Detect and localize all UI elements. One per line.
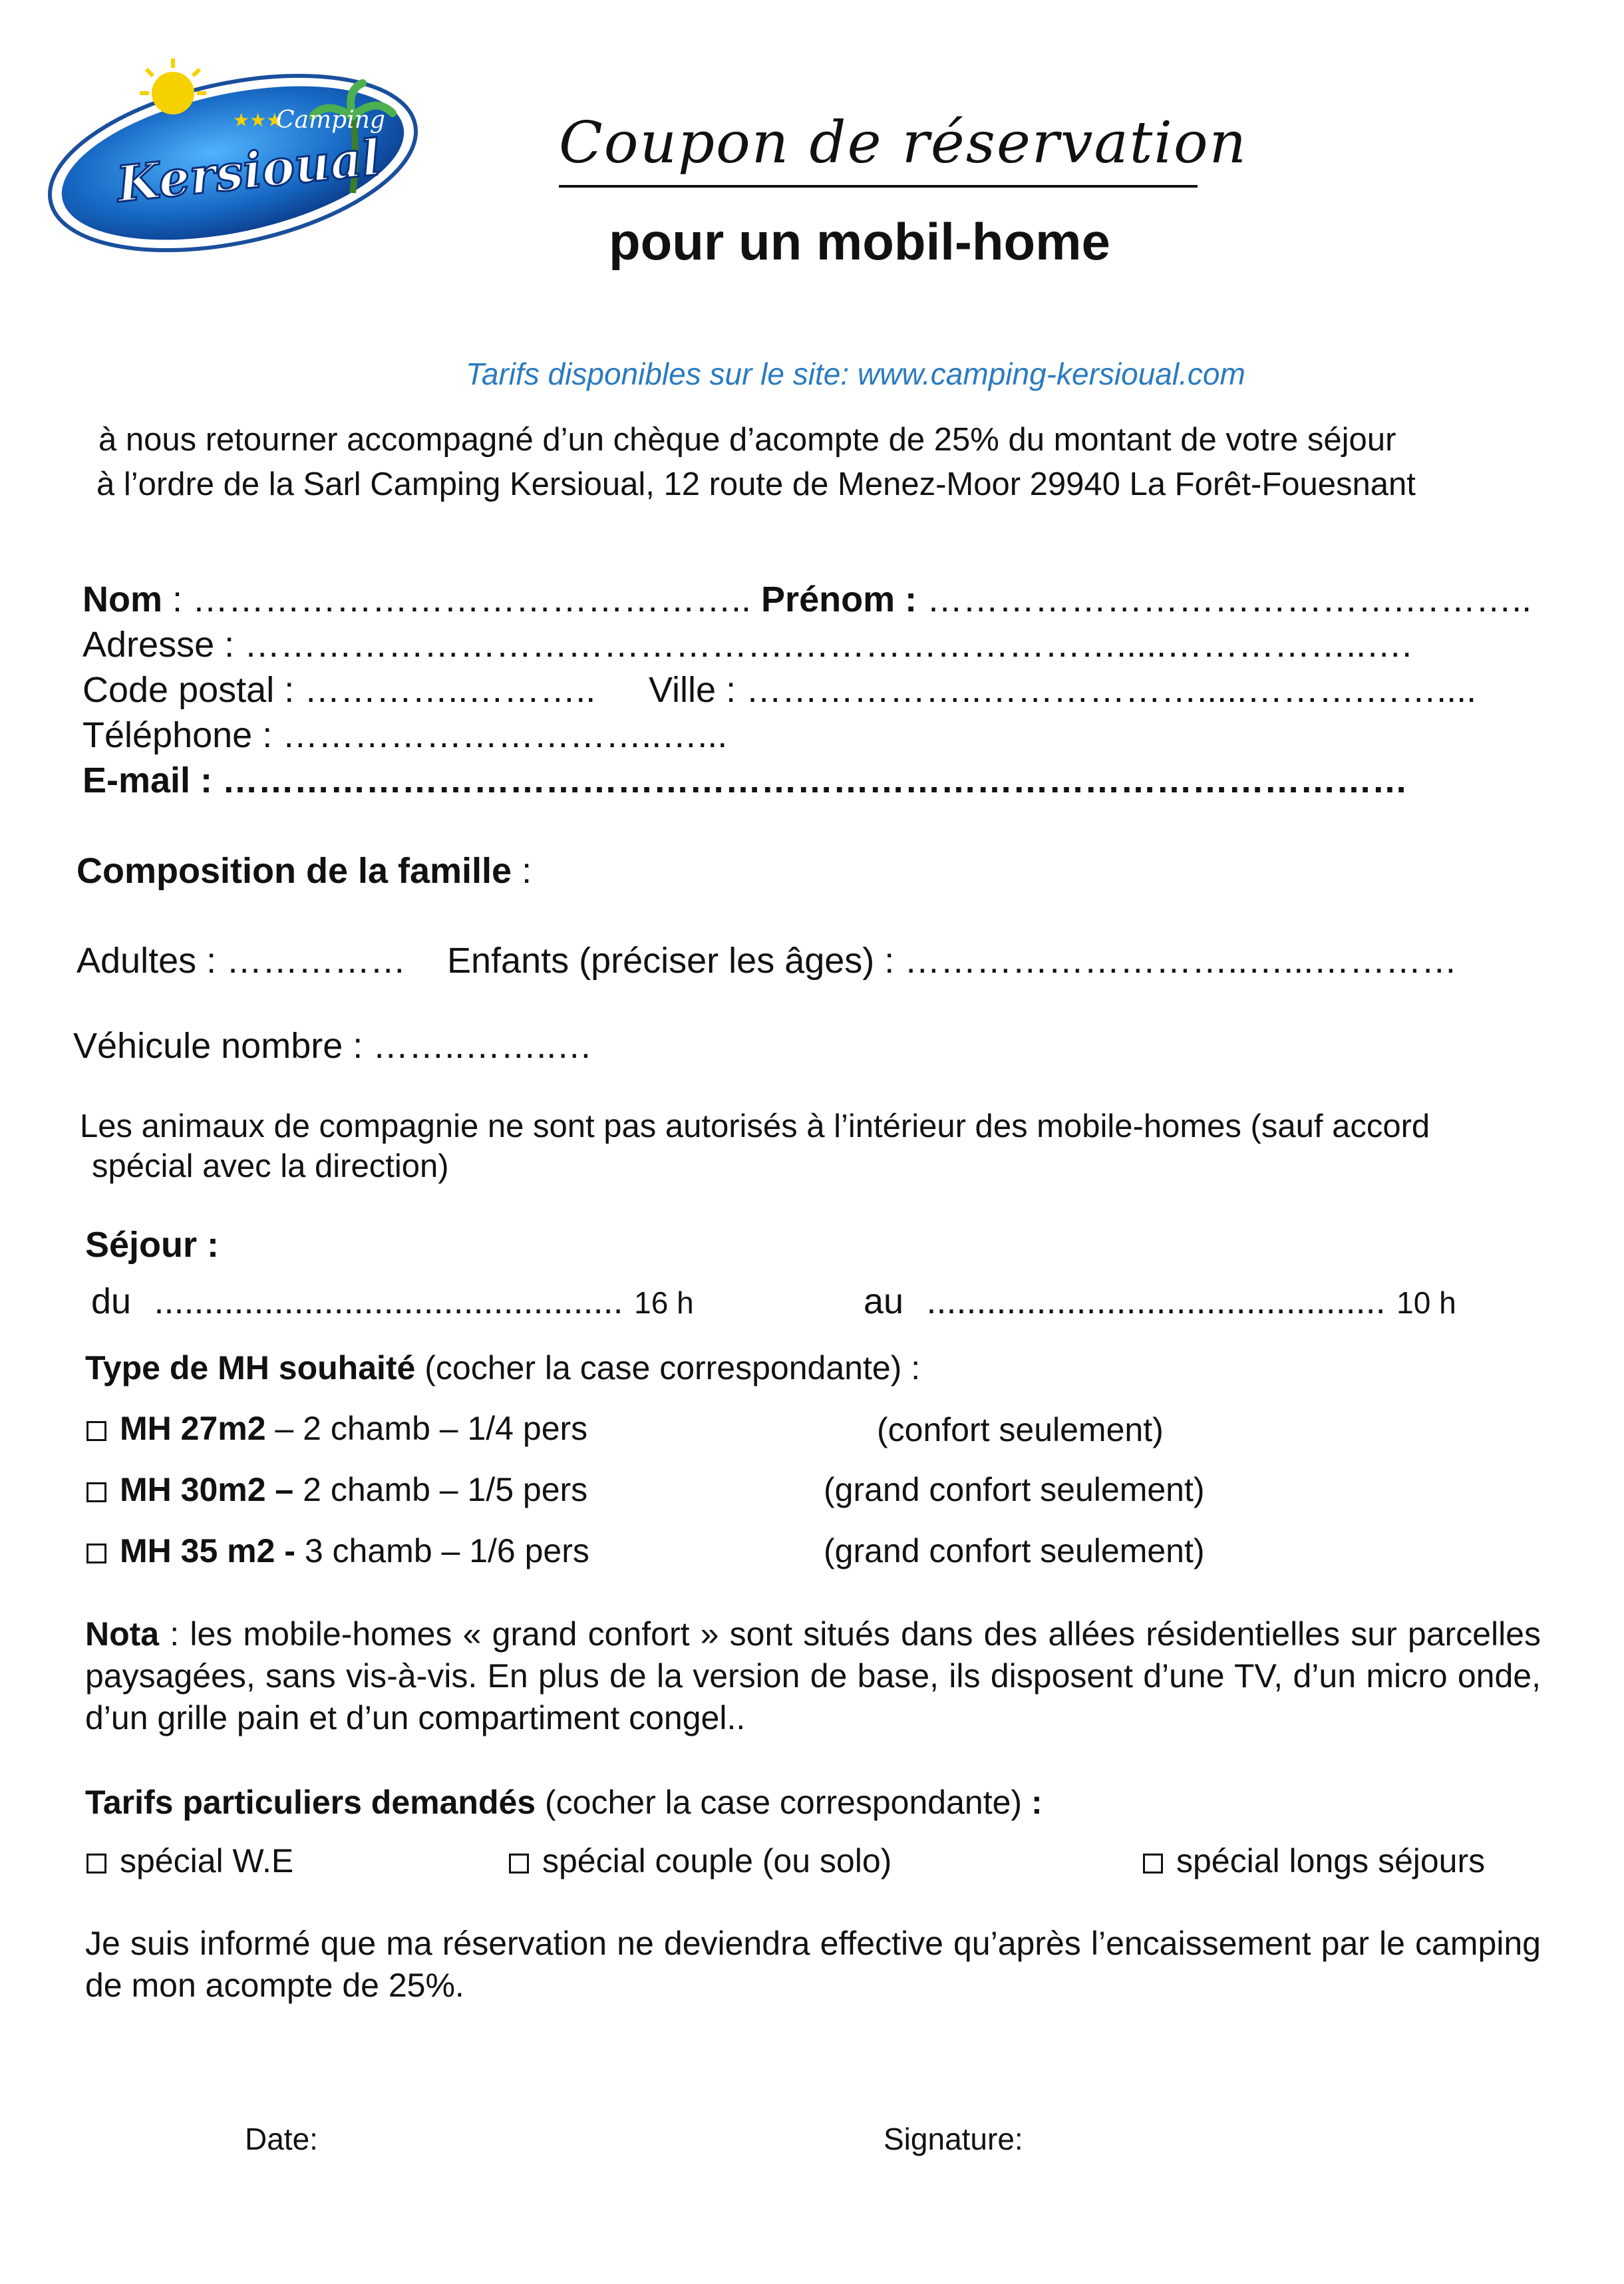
tarifs-particuliers-colon: :: [1031, 1784, 1043, 1821]
special-we-checkbox[interactable]: [86, 1854, 106, 1874]
mh-option-3-note: (grand confort seulement): [824, 1532, 1205, 1569]
du-label: du: [91, 1281, 132, 1321]
du-date-field[interactable]: ...............................................: [154, 1281, 623, 1321]
special-longs-sejours-option[interactable]: [1143, 1842, 1485, 1880]
mh-option-details: 2 chamb – 1/5 pers: [293, 1471, 588, 1508]
adresse-field[interactable]: Adresse : ……………………………………….……………………….....……………..….: [82, 625, 1412, 665]
famille-heading: [77, 850, 532, 892]
special-couple-checkbox[interactable]: [509, 1854, 529, 1874]
ville-field[interactable]: Ville : ………………..……………….....……….……....: [649, 670, 1477, 710]
special-we-option[interactable]: [86, 1842, 293, 1880]
mh-30-checkbox[interactable]: [86, 1482, 106, 1502]
adultes-field[interactable]: Adultes : ……………: [77, 941, 406, 981]
special-couple-label: spécial couple (ou solo): [542, 1842, 892, 1879]
special-we-label: spécial W.E: [120, 1842, 294, 1879]
mh-option-name: MH 35 m2 -: [120, 1532, 295, 1569]
tarifs-link[interactable]: Tarifs disponibles sur le site: www.camping-kersioual.com: [466, 357, 1245, 391]
special-longs-sejours-checkbox[interactable]: [1143, 1854, 1163, 1874]
au-label: au: [864, 1281, 904, 1321]
logo-top-text: Camping: [276, 106, 385, 134]
animaux-notice-line-2: spécial avec la direction): [92, 1148, 449, 1184]
nom-label: Nom: [82, 579, 162, 619]
vehicule-field[interactable]: Véhicule nombre : ……..……..…: [73, 1026, 593, 1066]
au-date-field[interactable]: ..............................................: [926, 1281, 1386, 1321]
email-field[interactable]: ………………………………………………………………………………………: [212, 760, 1408, 800]
mh-27-checkbox[interactable]: [86, 1421, 106, 1441]
tarifs-particuliers-heading: [85, 1783, 1043, 1822]
mh-35-checkbox[interactable]: [86, 1544, 106, 1563]
logo-stars: ★★★: [233, 109, 283, 131]
date-label: Date:: [245, 2122, 318, 2156]
email-label: E-mail :: [82, 760, 213, 800]
mh-option-details: 3 chamb – 1/6 pers: [295, 1532, 589, 1569]
famille-heading-colon: :: [512, 851, 532, 891]
nota-paragraph: [85, 1613, 1541, 1739]
famille-heading-text: Composition de la famille: [77, 851, 512, 891]
sejour-du-row: [91, 1281, 694, 1322]
email-row: [82, 760, 1408, 801]
form-subtitle: pour un mobil-home: [609, 212, 1110, 271]
type-mh-heading: [85, 1349, 920, 1387]
mh-option-1[interactable]: [86, 1409, 587, 1448]
signature-label: Signature:: [884, 2122, 1023, 2156]
sejour-au-row: [864, 1281, 1456, 1322]
type-mh-hint: (cocher la case correspondante) :: [415, 1349, 921, 1387]
mh-option-name: MH 30m2 –: [120, 1471, 294, 1508]
title-underline: [559, 185, 1198, 188]
mh-option-1-note: (confort seulement): [877, 1411, 1164, 1448]
nom-field[interactable]: : ………………………………………..: [162, 579, 762, 619]
animaux-notice-line-1: Les animaux de compagnie ne sont pas autorisés à l’intérieur des mobile-homes (sauf accord: [80, 1108, 1430, 1144]
prenom-label: Prénom :: [761, 579, 917, 619]
intro-line-2: à l’ordre de la Sarl Camping Kersioual, 12 route de Menez-Moor 29940 La Forêt-Fouesnant: [96, 466, 1416, 502]
tarifs-particuliers-heading-text: Tarifs particuliers demandés: [85, 1784, 536, 1821]
mh-option-2-note: (grand confort seulement): [824, 1471, 1205, 1508]
enfants-field[interactable]: Enfants (préciser les âges) : ………………………..…...…………: [447, 941, 1458, 981]
nom-prenom-row: [82, 579, 1532, 620]
mh-option-name: MH 27m2: [120, 1410, 266, 1447]
mh-option-2[interactable]: [86, 1470, 587, 1509]
code-postal-field[interactable]: Code postal : …………..………..: [82, 670, 596, 710]
tarifs-particuliers-hint: (cocher la case correspondante): [536, 1784, 1031, 1821]
nota-label: Nota: [85, 1615, 160, 1653]
type-mh-heading-text: Type de MH souhaité: [85, 1349, 416, 1387]
mh-option-3[interactable]: [86, 1532, 589, 1570]
au-time: 10 h: [1396, 1285, 1456, 1320]
telephone-field[interactable]: Téléphone : …………………………..…...: [82, 715, 728, 755]
mh-option-details: – 2 chamb – 1/4 pers: [265, 1410, 588, 1447]
logo-brand: Kersioual: [114, 128, 384, 214]
information-paragraph: Je suis informé que ma réservation ne deviendra effective qu’après l’encaissement par le camping de mon acompte de 25%.: [85, 1925, 1541, 2004]
camping-kersioual-logo: [40, 53, 419, 253]
special-longs-sejours-label: spécial longs séjours: [1176, 1842, 1486, 1879]
nota-text: : les mobile-homes « grand confort » sont situés dans des allées résidentielles sur parcelles paysagées, sans vis-à-vis. En plus de la version de base, ils disposent d’une TV, d’un micro onde, d’un grille pain et d’un compartiment congel..: [85, 1615, 1541, 1736]
special-couple-option[interactable]: [509, 1842, 892, 1880]
sejour-heading: Séjour :: [85, 1225, 220, 1265]
form-title: Coupon de réservation: [559, 110, 1248, 176]
du-time: 16 h: [634, 1285, 694, 1320]
prenom-field[interactable]: ………………………………….………..: [917, 579, 1532, 619]
intro-line-1: à nous retourner accompagné d’un chèque d’acompte de 25% du montant de votre séjour: [98, 422, 1396, 458]
